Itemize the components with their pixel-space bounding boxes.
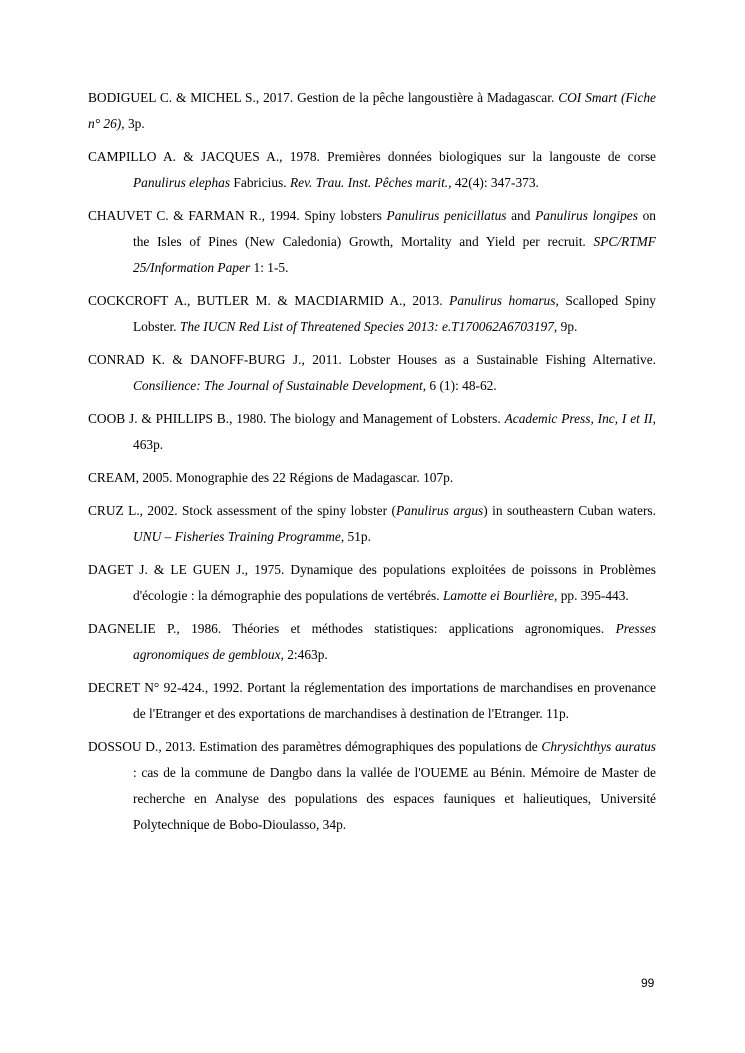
reference-entry (88, 616, 656, 668)
reference-text: , 3p. (121, 116, 145, 131)
reference-italic-text: SPC/RTMF 25/Information Paper (133, 234, 656, 275)
reference-text: Fabricius. (230, 175, 290, 190)
reference-entry (88, 465, 656, 491)
reference-text: , Scalloped Spiny Lobster. (133, 293, 656, 334)
reference-text: ) in southeastern Cuban waters. (483, 503, 656, 518)
reference-text: DAGNELIE P., 1986. Théories et méthodes statistiques: applications agronomiques. (88, 621, 616, 636)
reference-text: CONRAD K. & DANOFF-BURG J., 2011. Lobster Houses as a Sustainable Fishing Alternative. (88, 352, 656, 367)
reference-italic-text: Chrysichthys auratus (541, 739, 656, 754)
reference-italic-text: UNU – Fisheries Training Programme (133, 529, 341, 544)
reference-text: CHAUVET C. & FARMAN R., 1994. Spiny lobsters (88, 208, 387, 223)
reference-entry (88, 675, 656, 727)
reference-text: CREAM, 2005. Monographie des 22 Régions de Madagascar. 107p. (88, 470, 454, 485)
reference-entry (88, 347, 656, 399)
reference-text: BODIGUEL C. & MICHEL S., 2017. Gestion de la pêche langoustière à Madagascar. (88, 90, 559, 105)
reference-text: 42(4): 347-373. (451, 175, 539, 190)
reference-text: , 51p. (340, 529, 371, 544)
reference-entry (88, 406, 656, 458)
reference-italic-text: Lamotte ei Bourlière (442, 588, 555, 603)
reference-italic-text: COI Smart (Fiche n° 26) (88, 90, 656, 131)
reference-text: , 463p. (133, 411, 656, 452)
reference-italic-text: Panulirus elephas (133, 175, 231, 190)
reference-italic-text: Consilience: The Journal of Sustainable Development (133, 378, 423, 393)
reference-text: CRUZ L., 2002. Stock assessment of the spiny lobster ( (88, 503, 396, 518)
reference-italic-text: The IUCN Red List of Threatened Species 2013: e.T170062A6703197 (179, 319, 554, 334)
reference-italic-text: Academic Press, Inc, I et II (504, 411, 653, 426)
reference-italic-text: Panulirus longipes (535, 208, 638, 223)
page-number: 99 (641, 976, 655, 990)
reference-italic-text: Presses agronomiques de gembloux, (133, 621, 656, 662)
reference-text: , 6 (1): 48-62. (422, 378, 497, 393)
reference-text: : cas de la commune de Dangbo dans la vallée de l'OUEME au Bénin. Mémoire de Master de recherche en Analyse des populations des espaces fauniques et halieutiques, Université Polytechnique de Bobo-Dioulasso, 34p. (133, 765, 656, 832)
reference-text: COOB J. & PHILLIPS B., 1980. The biology and Management of Lobsters. (88, 411, 505, 426)
reference-italic-text: Panulirus argus (395, 503, 484, 518)
reference-text: DECRET N° 92-424., 1992. Portant la réglementation des importations de marchandises en provenance de l'Etranger et des exportations de marchandises à destination de l'Etranger. 11p. (88, 680, 656, 721)
reference-text: on the Isles of Pines (New Caledonia) Growth, Mortality and Yield per recruit. (133, 208, 656, 249)
reference-text: DOSSOU D., 2013. Estimation des paramètres démographiques des populations de (88, 739, 542, 754)
reference-entry (88, 557, 656, 609)
reference-text: , pp. 395-443. (554, 588, 629, 603)
reference-list (88, 85, 656, 845)
reference-italic-text: Rev. Trau. Inst. Pêches marit., (289, 175, 452, 190)
reference-text: , 9p. (553, 319, 578, 334)
reference-text: 1: 1-5. (250, 260, 289, 275)
reference-entry (88, 288, 656, 340)
reference-entry (88, 203, 656, 281)
reference-text: 2:463p. (283, 647, 328, 662)
reference-text: and (506, 208, 536, 223)
reference-italic-text: Panulirus penicillatus (386, 208, 507, 223)
reference-italic-text: Panulirus homarus (449, 293, 556, 308)
reference-text: COCKCROFT A., BUTLER M. & MACDIARMID A., 2013. (88, 293, 450, 308)
reference-text: DAGET J. & LE GUEN J., 1975. Dynamique des populations exploitées de poissons in Problèmes d'écologie : la démographie des populations de vertébrés. (88, 562, 656, 603)
reference-entry (88, 734, 656, 838)
reference-entry (88, 498, 656, 550)
reference-entry (88, 85, 656, 137)
reference-entry (88, 144, 656, 196)
reference-text: CAMPILLO A. & JACQUES A., 1978. Premières données biologiques sur la langouste de corse (88, 149, 656, 164)
